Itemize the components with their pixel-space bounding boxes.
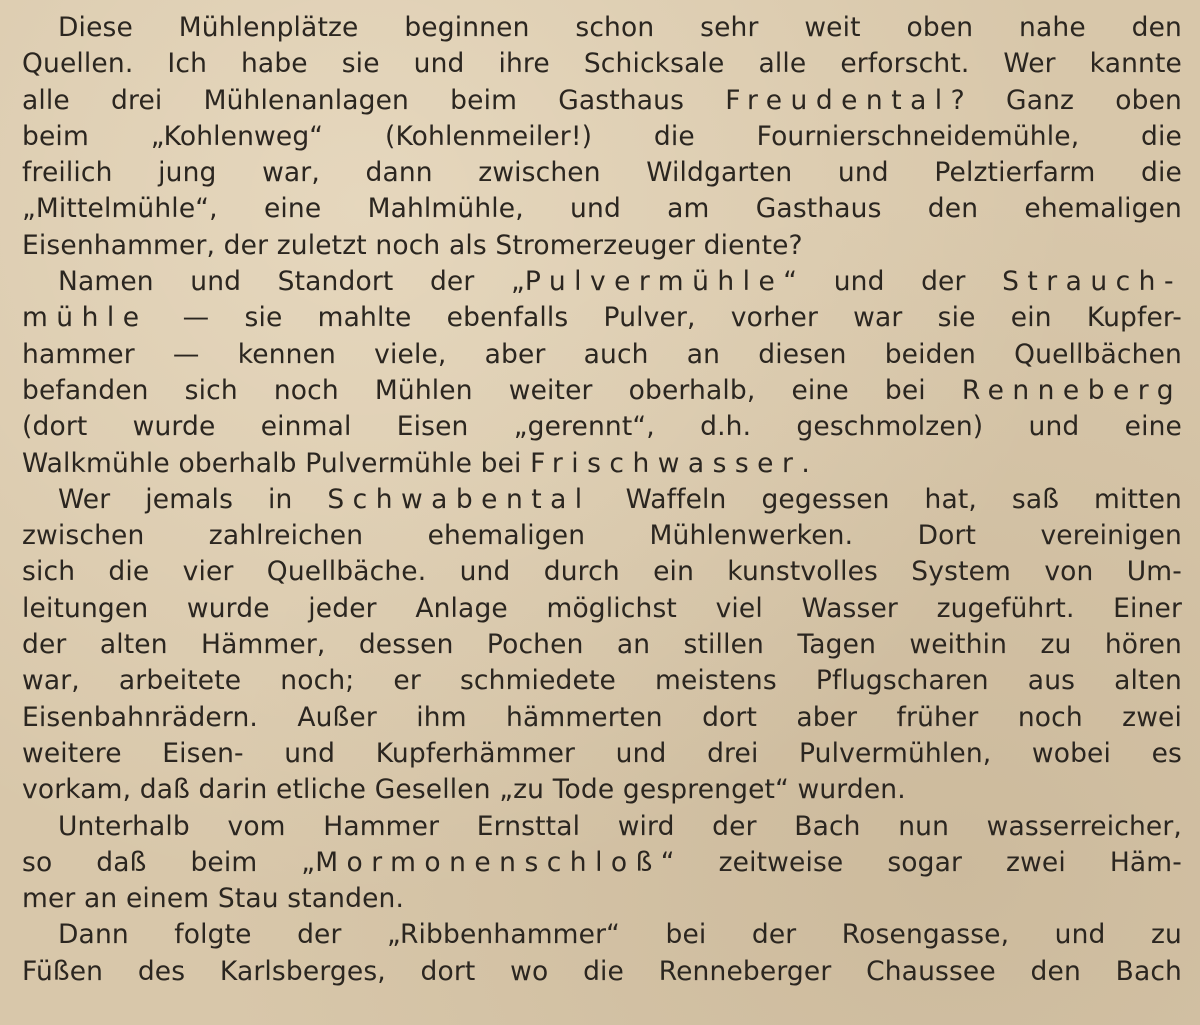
text-run: vorkam, daß darin etliche Gesellen „zu Tode gesprenget“ wurden. [22, 774, 906, 806]
text-line [22, 772, 1182, 808]
spaced-emphasis: mühle [22, 302, 148, 334]
text-run: ? Ganz oben [950, 84, 1182, 116]
text-line [22, 663, 1182, 699]
text-line [22, 954, 1182, 990]
text-run: . [801, 447, 810, 479]
spaced-emphasis: Freudental [725, 84, 951, 116]
text-run: (dort wurde einmal Eisen „gerennt“, d.h. geschmolzen) und eine [22, 411, 1182, 443]
text-line [22, 809, 1182, 845]
spaced-emphasis: Mormonenschloß [315, 846, 661, 878]
text-run: befanden sich noch Mühlen weiter oberhalb, eine bei [22, 374, 962, 406]
spaced-emphasis: Frischwasser [530, 447, 802, 479]
text-line [22, 881, 1182, 917]
text-run: Füßen des Karlsberges, dort wo die Renneberger Chaussee den Bach [22, 955, 1182, 987]
text-run: so daß beim „ [22, 846, 316, 878]
text-run: Eisenhammer, der zuletzt noch als Stromerzeuger diente? [22, 229, 803, 261]
text-run: weitere Eisen- und Kupferhämmer und drei Pulvermühlen, wobei es [22, 737, 1182, 769]
text-run: “ zeitweise sogar zwei Häm- [660, 846, 1182, 878]
text-line [22, 119, 1182, 155]
text-line [22, 191, 1182, 227]
spaced-emphasis: Pulvermühle [524, 266, 784, 298]
text-run: war, arbeitete noch; er schmiedete meistens Pflugscharen aus alten [22, 665, 1182, 697]
text-run: alle drei Mühlenanlagen beim Gasthaus [22, 84, 726, 116]
text-line [22, 264, 1182, 300]
text-line [22, 10, 1182, 46]
text-run: Quellen. Ich habe sie und ihre Schicksale alle erforscht. Wer kannte [22, 48, 1182, 80]
text-line [22, 917, 1182, 953]
spaced-emphasis: Renneberg [961, 374, 1182, 406]
text-line [22, 337, 1182, 373]
text-run: Eisenbahnrädern. Außer ihm hämmerten dort aber früher noch zwei [22, 701, 1182, 733]
text-run: hammer — kennen viele, aber auch an diesen beiden Quellbächen [22, 338, 1182, 370]
text-run: Dann folgte der „Ribbenhammer“ bei der Rosengasse, und zu [58, 919, 1182, 951]
text-line [22, 518, 1182, 554]
text-run: „Mittelmühle“, eine Mahlmühle, und am Gasthaus den ehemaligen [22, 193, 1182, 225]
text-line [22, 591, 1182, 627]
text-run: Walkmühle oberhalb Pulvermühle bei [22, 447, 531, 479]
text-line [22, 373, 1182, 409]
text-line [22, 482, 1182, 518]
text-run: — sie mahlte ebenfalls Pulver, vorher war sie ein Kupfer- [147, 302, 1182, 334]
spaced-emphasis: Strauch- [1002, 266, 1183, 298]
text-run: Diese Mühlenplätze beginnen schon sehr weit oben nahe den [58, 12, 1182, 43]
text-run: zwischen zahlreichen ehemaligen Mühlenwerken. Dort vereinigen [22, 520, 1182, 552]
text-line [22, 228, 1182, 264]
paragraph [22, 10, 1182, 264]
text-run: Wer jemals in [58, 483, 328, 515]
text-line [22, 554, 1182, 590]
spaced-emphasis: Schwabental [327, 483, 591, 515]
paragraph [22, 482, 1182, 809]
text-run: Unterhalb vom Hammer Ernsttal wird der Bach nun wasserreicher, [58, 810, 1182, 842]
text-line [22, 700, 1182, 736]
text-line [22, 627, 1182, 663]
text-run: “ und der [783, 266, 1003, 298]
text-run: freilich jung war, dann zwischen Wildgarten und Pelztierfarm die [22, 157, 1182, 189]
text-line [22, 845, 1182, 881]
text-line [22, 46, 1182, 82]
text-run: leitungen wurde jeder Anlage möglichst viel Wasser zugeführt. Einer [22, 592, 1182, 624]
text-run: Waffeln gegessen hat, saß mitten [590, 483, 1183, 515]
text-line [22, 446, 1182, 482]
text-run: der alten Hämmer, dessen Pochen an stillen Tagen weithin zu hören [22, 629, 1182, 661]
text-line [22, 83, 1182, 119]
text-line [22, 155, 1182, 191]
text-run: beim „Kohlenweg“ (Kohlenmeiler!) die Fournierschneidemühle, die [22, 120, 1182, 152]
text-run: Namen und Standort der „ [58, 266, 525, 298]
paragraph [22, 264, 1182, 482]
text-run: sich die vier Quellbäche. und durch ein kunstvolles System von Um- [22, 556, 1182, 588]
text-line [22, 409, 1182, 445]
text-line [22, 736, 1182, 772]
text-run: mer an einem Stau standen. [22, 883, 405, 915]
paragraph [22, 917, 1182, 990]
paragraph [22, 809, 1182, 918]
text-line [22, 300, 1182, 336]
